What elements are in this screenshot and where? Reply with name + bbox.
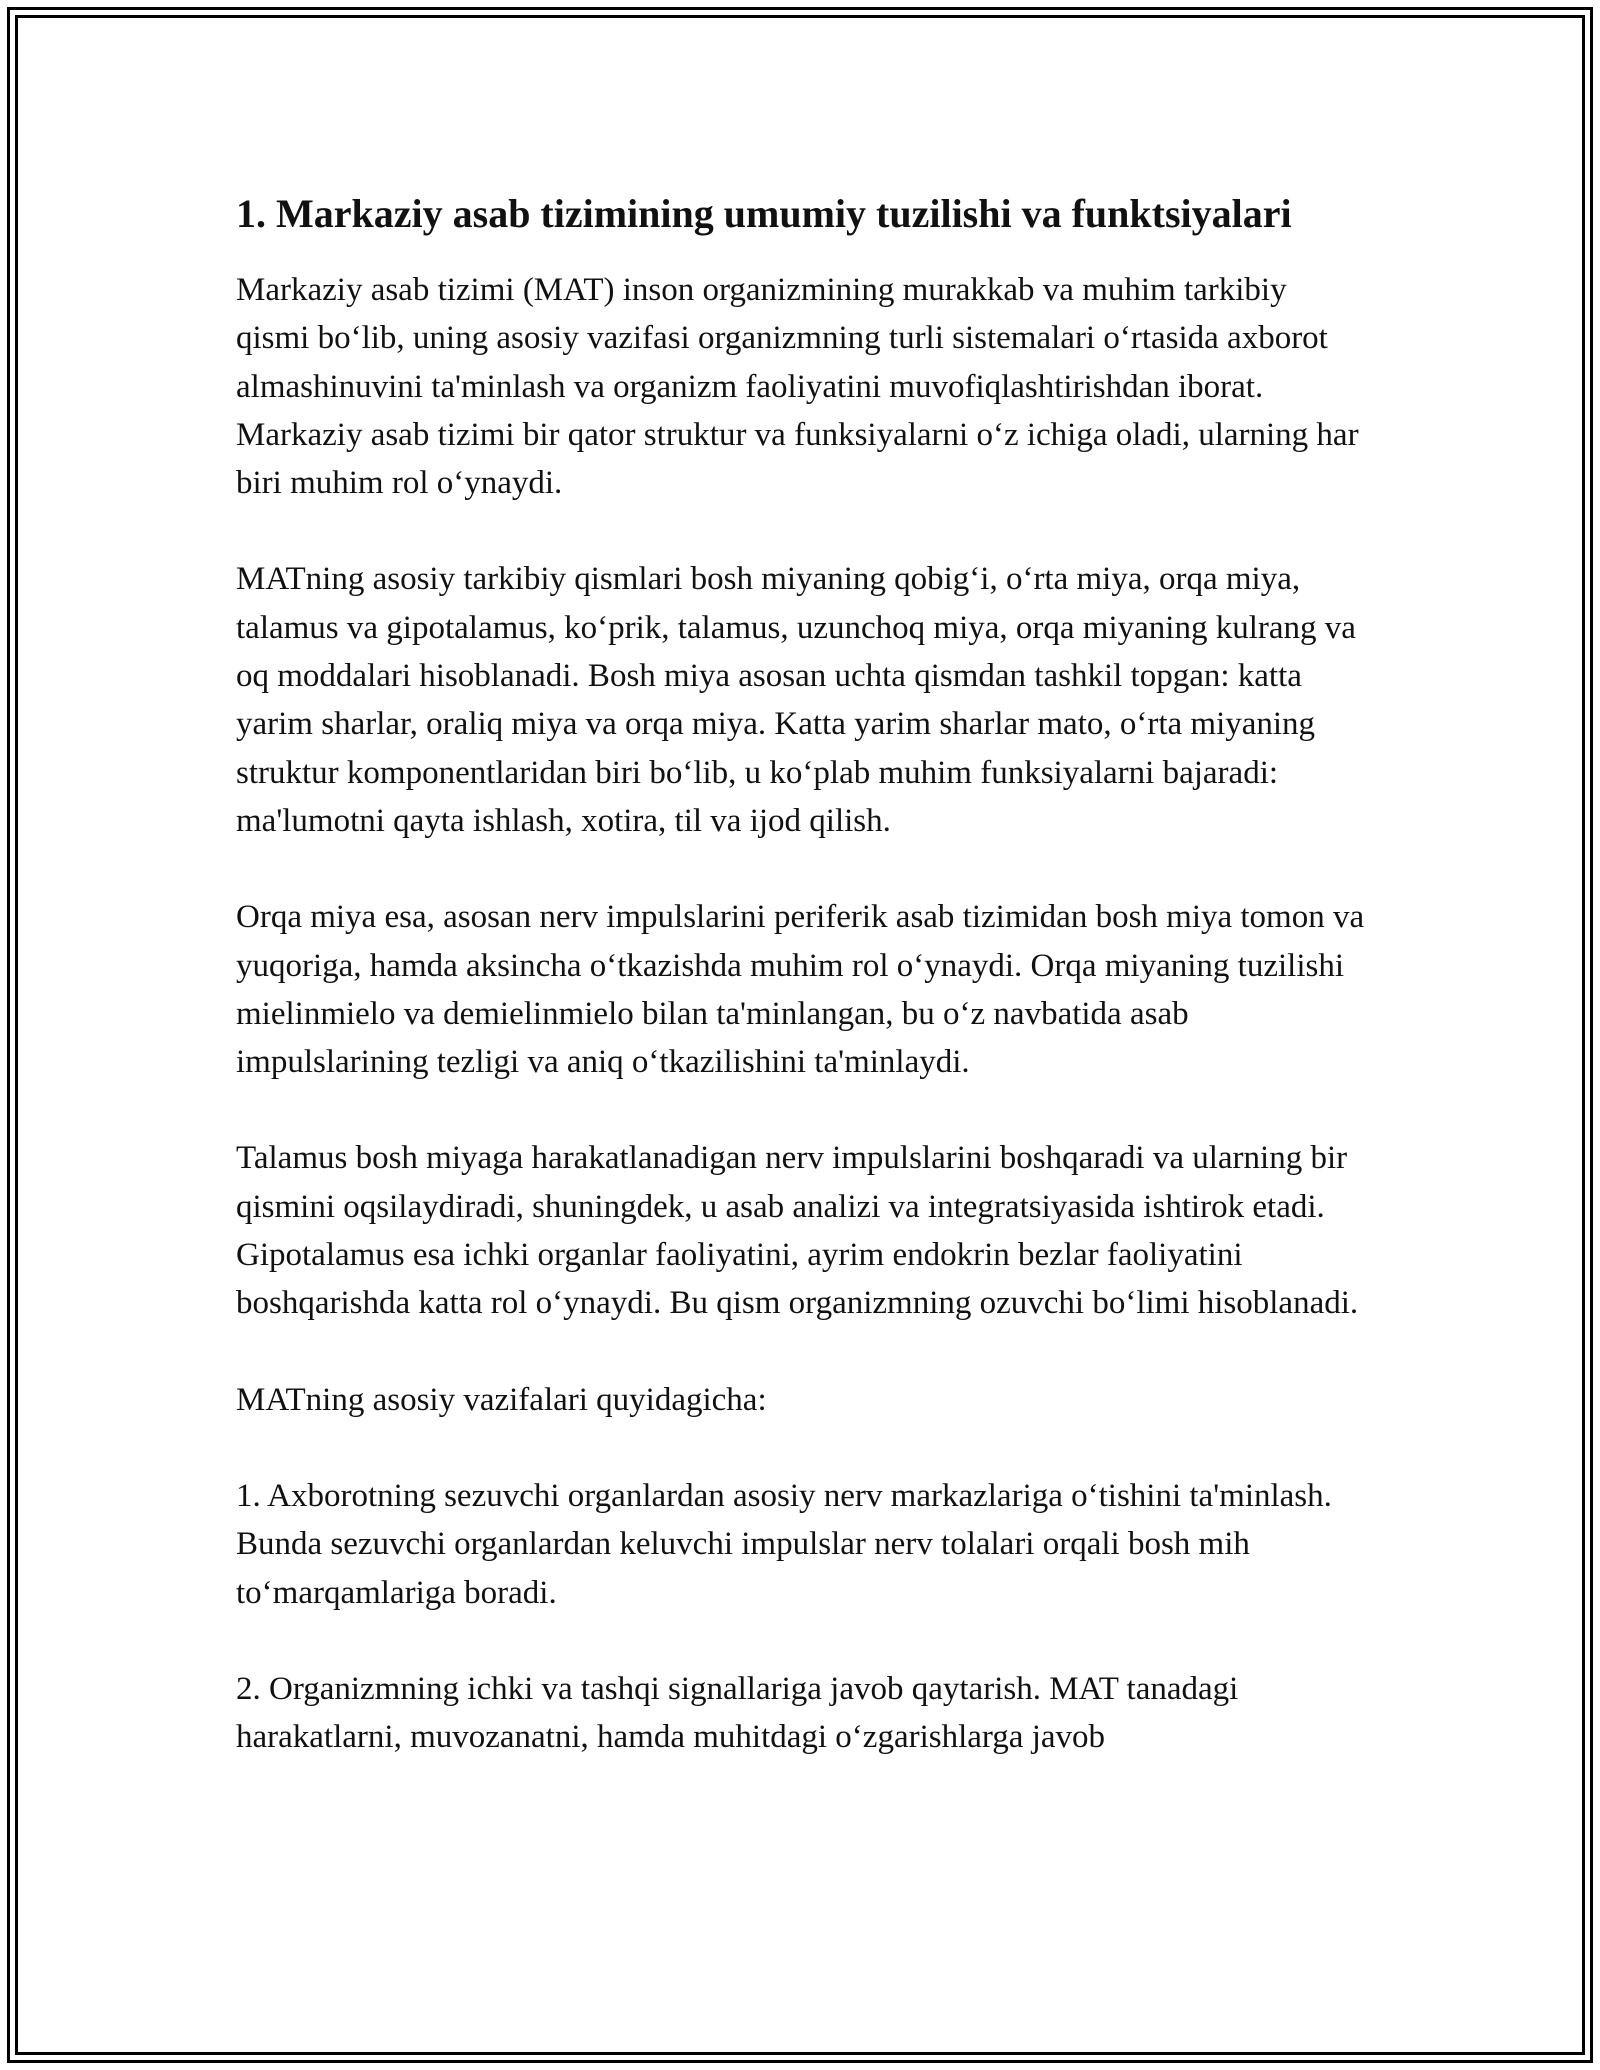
paragraph-spinal-cord: Orqa miya esa, asosan nerv impulslarini periferik asab tizimidan bosh miya tomon va yuqoriga, hamda aksincha o‘tkazishda muhim rol o‘ynaydi. Orqa miyaning tuzilishi mielinmielo va demielinmielo bilan ta'minlangan, bu o‘z navbatida asab impulslarining tezligi va aniq o‘tkazilishini ta'minlaydi.: [236, 899, 1365, 1081]
list-item-2: 2. Organizmning ichki va tashqi signallariga javob qaytarish. MAT tanadagi harakatlarni, muvozanatni, hamda muhitdagi o‘zgarishlarga javob: [236, 1670, 1239, 1756]
section-heading: 1. Markaziy asab tizimining umumiy tuzilishi va funktsiyalari: [236, 191, 1292, 236]
paragraph-components: MATning asosiy tarkibiy qismlari bosh miyaning qobig‘i, o‘rta miya, orqa miya, talamus va gipotalamus, ko‘prik, talamus, uzunchoq miya, orqa miyaning kulrang va oq moddalari hisoblanadi. Bosh miya asosan uchta qismdan tashkil topgan: katta yarim sharlar, oraliq miya va orqa miya. Katta yarim sharlar mato, o‘rta miyaning struktur komponentlaridan biri bo‘lib, u ko‘plab muhim funksiyalarni bajaradi: ma'lumotni qayta ishlash, xotira, til va ijod qilish.: [236, 561, 1356, 839]
paragraph-functions-intro: MATning asosiy vazifalari quyidagicha:: [236, 1381, 767, 1418]
list-item-1: 1. Axborotning sezuvchi organlardan asosiy nerv markazlariga o‘tishini ta'minlash. Bunda sezuvchi organlardan keluvchi impulslar nerv tolalari orqali bosh mih to‘marqamlariga boradi.: [236, 1477, 1332, 1611]
paragraph-thalamus: Talamus bosh miyaga harakatlanadigan nerv impulslarini boshqaradi va ularning bir qismini oqsilaydiradi, shuningdek, u asab analizi va integratsiyasida ishtirok etadi. Gipotalamus esa ichki organlar faoliyatini, ayrim endokrin bezlar faoliyatini boshqarishda katta rol o‘ynaydi. Bu qism organizmning ozuvchi bo‘limi hisoblanadi.: [236, 1140, 1359, 1322]
document-body: [236, 186, 1366, 1809]
paragraph-intro: Markaziy asab tizimi (MAT) inson organizmining murakkab va muhim tarkibiy qismi bo‘lib, uning asosiy vazifasi organizmning turli sistemalari o‘rtasida axborot almashinuvini ta'minlash va organizm faoliyatini muvofiqlashtirishdan iborat. Markaziy asab tizimi bir qator struktur va funksiyalarni o‘z ichiga oladi, ularning har biri muhim rol o‘ynaydi.: [236, 272, 1359, 502]
